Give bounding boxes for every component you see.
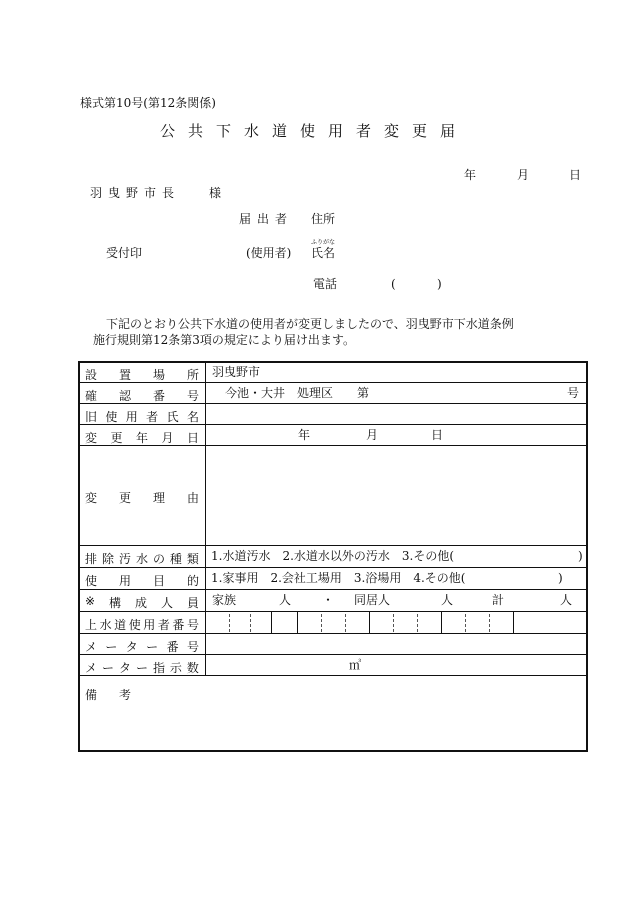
drain-type-label <box>85 550 199 567</box>
label-char: 汚 <box>118 552 131 566</box>
label-char: 旧 <box>85 410 98 424</box>
label-char: メ <box>85 640 98 654</box>
members-family: 家族 <box>212 593 237 607</box>
digit-group-divider <box>271 612 272 634</box>
purpose-options[interactable]: 1.家事用 2.会社工場用 3.浴場用 4.その他( <box>211 571 466 585</box>
digit-separator <box>345 614 346 632</box>
location-label <box>85 366 199 383</box>
phone-label: 電話 <box>313 277 338 291</box>
confirm-number-suffix: 号 <box>567 386 580 400</box>
change-date-day: 日 <box>431 428 444 442</box>
label-char: ー <box>101 661 114 675</box>
addressee: 羽曳野市長 <box>90 186 181 200</box>
label-char: タ <box>118 661 131 675</box>
label-char: 種 <box>169 552 182 566</box>
label-char: 者 <box>146 410 159 424</box>
members-cohabit: 同居人 <box>354 593 391 607</box>
label-char: 番 <box>172 618 185 632</box>
members-unit-2: 人 <box>441 593 454 607</box>
label-char: 用 <box>125 410 138 424</box>
label-char: 号 <box>186 389 199 403</box>
user-label: (使用者) <box>246 246 292 260</box>
label-char: 所 <box>186 368 199 382</box>
label-char: 類 <box>186 552 199 566</box>
label-char: 場 <box>152 368 165 382</box>
label-char: 設 <box>85 368 98 382</box>
label-char: 認 <box>118 389 131 403</box>
drain-type-options[interactable]: 1.水道汚水 2.水道水以外の汚水 3.その他( <box>211 549 455 563</box>
label-char: 用 <box>143 618 156 632</box>
digit-group-divider <box>297 612 298 634</box>
form-number: 様式第10号(第12条関係) <box>80 96 216 110</box>
label-char: 確 <box>85 389 98 403</box>
old-user-name-label <box>85 408 199 425</box>
purpose-label <box>85 572 199 589</box>
label-char: ー <box>135 661 148 675</box>
row-divider <box>80 545 586 546</box>
digit-separator <box>393 614 394 632</box>
label-char: 上 <box>85 618 98 632</box>
label-char: 使 <box>128 618 141 632</box>
label-char: 由 <box>186 491 199 505</box>
row-divider <box>80 589 586 590</box>
label-char: 成 <box>135 596 148 610</box>
label-char: 番 <box>152 389 165 403</box>
label-char: 変 <box>85 491 98 505</box>
name-ruby: ふりがな <box>311 239 336 246</box>
digit-separator <box>489 614 490 632</box>
phone-open-paren: ( <box>391 277 396 291</box>
label-char: 除 <box>101 552 114 566</box>
label-char: 示 <box>169 661 182 675</box>
label-char: 置 <box>118 368 131 382</box>
label-char: 用 <box>118 574 131 588</box>
change-date-month: 月 <box>366 428 379 442</box>
confirm-number-label <box>85 387 199 404</box>
row-divider <box>80 611 586 612</box>
label-char: 員 <box>186 596 199 610</box>
label-char: タ <box>125 640 138 654</box>
drain-type-close: ) <box>578 549 583 563</box>
change-reason-label <box>85 489 199 506</box>
purpose-close: ) <box>558 571 563 585</box>
label-char: 号 <box>186 618 199 632</box>
members-dot: ・ <box>322 593 335 607</box>
row-divider <box>80 567 586 568</box>
label-char: ー <box>146 640 159 654</box>
digit-separator <box>229 614 230 632</box>
label-char: 月 <box>161 431 174 445</box>
label-char: 年 <box>135 431 148 445</box>
applicant-heading: 届出者 <box>239 212 294 226</box>
members-total: 計 <box>492 593 505 607</box>
label-char: 構 <box>109 596 122 610</box>
date-month: 月 <box>517 168 530 182</box>
meter-number-label <box>85 638 199 655</box>
meter-reading-label <box>85 659 199 676</box>
remarks-label: 備考 <box>85 688 154 702</box>
label-char: 数 <box>186 661 199 675</box>
label-char: 水 <box>99 618 112 632</box>
address-label: 住所 <box>311 212 336 226</box>
digit-separator <box>465 614 466 632</box>
digit-group-divider <box>513 612 514 634</box>
label-char: メ <box>85 661 98 675</box>
date-year: 年 <box>464 168 477 182</box>
label-char: 道 <box>114 618 127 632</box>
change-date-year: 年 <box>298 428 311 442</box>
label-char: 使 <box>85 574 98 588</box>
label-char: 水 <box>135 552 148 566</box>
label-char: 理 <box>152 491 165 505</box>
label-char: 日 <box>186 431 199 445</box>
label-char: 者 <box>157 618 170 632</box>
label-char: 番 <box>166 640 179 654</box>
digit-group-divider <box>369 612 370 634</box>
label-char: 人 <box>161 596 174 610</box>
meter-reading-unit: ㎥ <box>349 658 362 672</box>
label-char: 更 <box>110 431 123 445</box>
date-day: 日 <box>569 168 582 182</box>
label-char: 氏 <box>166 410 179 424</box>
confirm-number-value[interactable]: 今池・大井 処理区 第 <box>225 386 370 400</box>
intro-line-1: 下記のとおり公共下水道の使用者が変更しましたので、羽曳野市下水道条例 <box>106 317 514 331</box>
label-char: 指 <box>152 661 165 675</box>
phone-close-paren: ) <box>437 277 442 291</box>
label-char: 更 <box>118 491 131 505</box>
label-char: 名 <box>186 410 199 424</box>
label-char: 目 <box>152 574 165 588</box>
page-title: 公共下水道使用者変更届 <box>160 122 469 140</box>
members-unit-3: 人 <box>560 593 573 607</box>
change-date-label <box>85 429 199 446</box>
label-char: 変 <box>85 431 98 445</box>
location-value[interactable]: 羽曳野市 <box>212 365 261 379</box>
label-char: 使 <box>105 410 118 424</box>
label-char: 排 <box>85 552 98 566</box>
reception-stamp-label: 受付印 <box>106 246 143 260</box>
intro-line-2: 施行規則第12条第3項の規定により届け出ます。 <box>93 333 355 347</box>
digit-separator <box>321 614 322 632</box>
name-label: 氏名 <box>311 246 336 260</box>
label-char: ー <box>105 640 118 654</box>
digit-separator <box>417 614 418 632</box>
label-char: の <box>152 552 165 566</box>
members-unit-1: 人 <box>279 593 292 607</box>
table-column-divider <box>205 362 206 675</box>
row-divider <box>80 633 586 634</box>
digit-group-divider <box>441 612 442 634</box>
label-char: ※ <box>85 594 96 608</box>
water-user-number-label <box>85 616 199 633</box>
members-label <box>85 594 199 611</box>
label-char: 号 <box>186 640 199 654</box>
addressee-suffix: 様 <box>209 186 222 200</box>
digit-separator <box>250 614 251 632</box>
label-char: 的 <box>186 574 199 588</box>
